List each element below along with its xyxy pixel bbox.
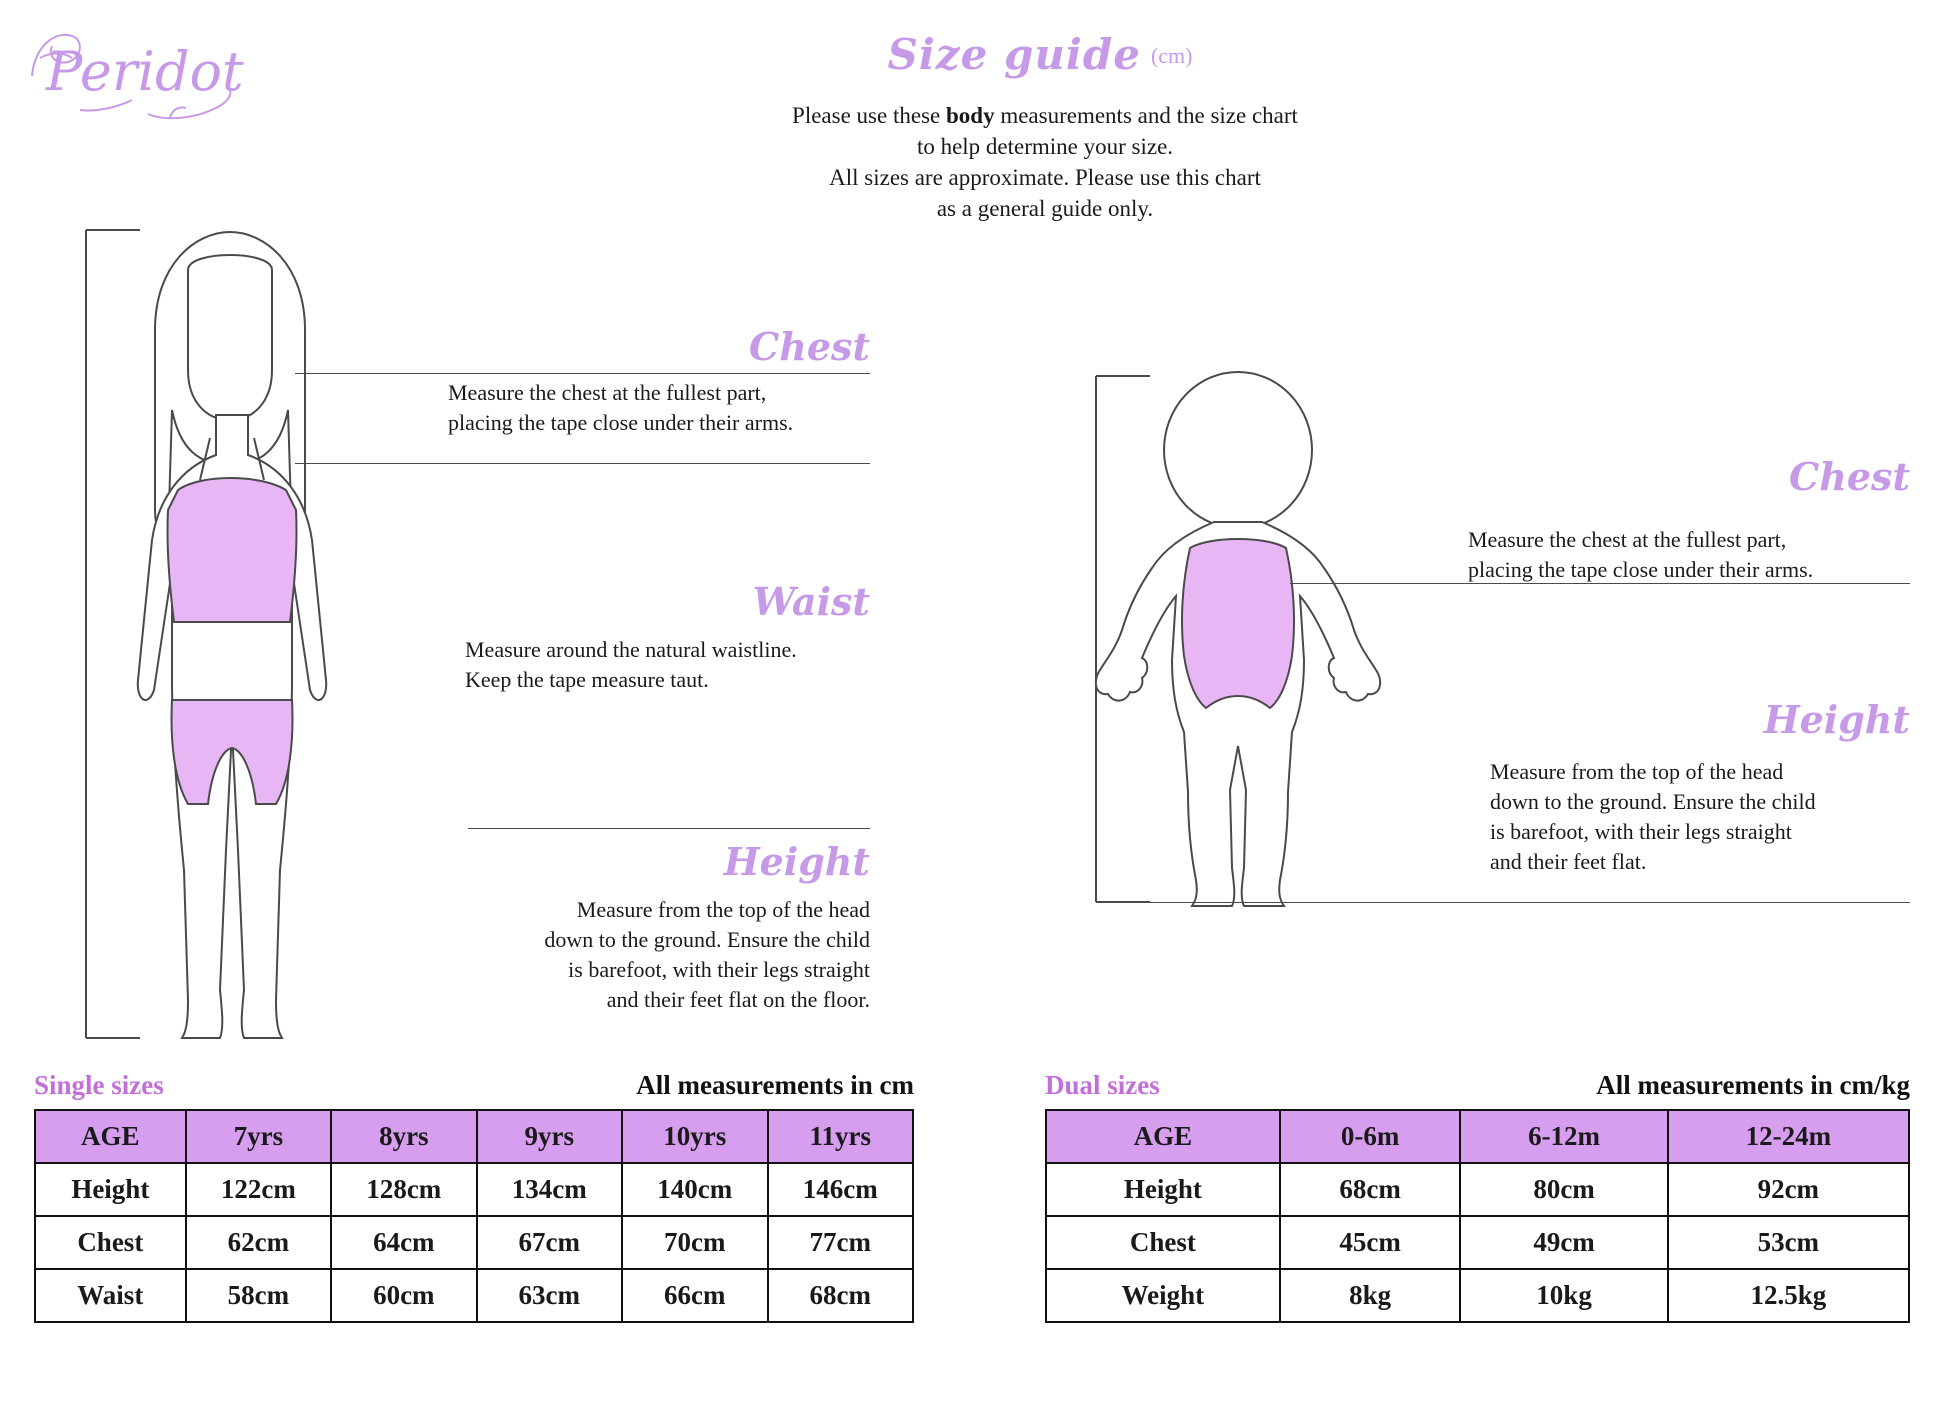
col-header-9yrs: 9yrs — [477, 1110, 622, 1163]
col-header-8yrs: 8yrs — [331, 1110, 476, 1163]
page-title — [760, 30, 1320, 79]
table-row — [1046, 1163, 1909, 1216]
col-header-0-6m: 0-6m — [1280, 1110, 1461, 1163]
col-header-7yrs: 7yrs — [186, 1110, 331, 1163]
chest-leader-line-left — [295, 373, 870, 374]
col-header-12-24m: 12-24m — [1668, 1110, 1909, 1163]
col-header-age: AGE — [35, 1110, 186, 1163]
callout-height-right-line-3: is barefoot, with their legs straight — [1490, 819, 1792, 844]
callout-height-right-body — [1490, 757, 1940, 877]
table-row — [35, 1216, 913, 1269]
cell-chest-6-12m: 49cm — [1460, 1216, 1667, 1269]
cell-height-12-24m: 92cm — [1668, 1163, 1909, 1216]
callout-height-left-line-2: down to the ground. Ensure the child — [544, 927, 870, 952]
intro-line-3: All sizes are approximate. Please use this chart — [829, 165, 1261, 190]
single-sizes-header — [34, 1070, 914, 1101]
callout-height-left-body — [440, 895, 870, 1015]
cell-height-8yrs: 128cm — [331, 1163, 476, 1216]
page-title-unit: (cm) — [1150, 43, 1193, 68]
table-row — [35, 1269, 913, 1322]
cell-waist-8yrs: 60cm — [331, 1269, 476, 1322]
single-sizes-note: All measurements in cm — [636, 1070, 914, 1100]
callout-chest-right-line-1: Measure the chest at the fullest part, — [1468, 527, 1787, 552]
callout-height-right-line-2: down to the ground. Ensure the child — [1490, 789, 1816, 814]
table-header-row — [35, 1110, 913, 1163]
girl-figure-illustration — [60, 210, 400, 1060]
callout-height-right-line-4: and their feet flat. — [1490, 849, 1647, 874]
dual-sizes-note: All measurements in cm/kg — [1596, 1070, 1910, 1100]
callout-chest-left — [440, 325, 870, 369]
row-label-height: Height — [1046, 1163, 1280, 1216]
callout-height-right-line-1: Measure from the top of the head — [1490, 759, 1784, 784]
cell-chest-10yrs: 70cm — [622, 1216, 767, 1269]
single-sizes-table — [34, 1109, 914, 1323]
cell-weight-12-24m: 12.5kg — [1668, 1269, 1909, 1322]
callout-waist-left — [440, 580, 870, 624]
svg-text:Peridot: Peridot — [46, 40, 244, 103]
callout-waist-left-line-1: Measure around the natural waistline. — [465, 637, 797, 662]
cell-weight-6-12m: 10kg — [1460, 1269, 1667, 1322]
cell-height-6-12m: 80cm — [1460, 1163, 1667, 1216]
single-sizes-label: Single sizes — [34, 1070, 164, 1100]
cell-waist-10yrs: 66cm — [622, 1269, 767, 1322]
col-header-10yrs: 10yrs — [622, 1110, 767, 1163]
cell-chest-12-24m: 53cm — [1668, 1216, 1909, 1269]
cell-height-11yrs: 146cm — [768, 1163, 914, 1216]
callout-chest-right-line-2: placing the tape close under their arms. — [1468, 557, 1814, 582]
cell-height-0-6m: 68cm — [1280, 1163, 1461, 1216]
callout-height-left — [440, 840, 870, 884]
dual-sizes-header — [1045, 1070, 1910, 1101]
callout-height-right-heading: Height — [1763, 697, 1910, 742]
callout-height-left-line-1: Measure from the top of the head — [576, 897, 870, 922]
cell-chest-7yrs: 62cm — [186, 1216, 331, 1269]
height-leader-line-right — [1110, 902, 1910, 903]
row-label-chest: Chest — [35, 1216, 186, 1269]
intro-line-4: as a general guide only. — [936, 196, 1154, 221]
col-header-6-12m: 6-12m — [1460, 1110, 1667, 1163]
page-title-text: Size guide — [887, 30, 1141, 79]
callout-waist-left-line-2: Keep the tape measure taut. — [465, 667, 709, 692]
cell-chest-8yrs: 64cm — [331, 1216, 476, 1269]
height-leader-line-left — [468, 828, 870, 829]
row-label-weight: Weight — [1046, 1269, 1280, 1322]
callout-height-left-heading: Height — [723, 839, 870, 884]
intro-line-1-bold: body — [945, 103, 995, 128]
dual-sizes-label: Dual sizes — [1045, 1070, 1160, 1100]
dual-sizes-section — [1045, 1070, 1910, 1323]
callout-height-right — [1470, 698, 1910, 742]
cell-waist-9yrs: 63cm — [477, 1269, 622, 1322]
dual-sizes-table — [1045, 1109, 1910, 1323]
col-header-11yrs: 11yrs — [768, 1110, 914, 1163]
cell-waist-11yrs: 68cm — [768, 1269, 914, 1322]
callout-height-left-line-4: and their feet flat on the floor. — [606, 987, 870, 1012]
callout-chest-left-line-1: Measure the chest at the fullest part, — [448, 380, 767, 405]
cell-height-9yrs: 134cm — [477, 1163, 622, 1216]
cell-chest-0-6m: 45cm — [1280, 1216, 1461, 1269]
brand-logo — [20, 18, 320, 128]
table-row — [35, 1163, 913, 1216]
table-row — [1046, 1216, 1909, 1269]
callout-chest-right-heading: Chest — [1789, 454, 1910, 499]
callout-chest-right — [1470, 455, 1910, 499]
single-sizes-section — [34, 1070, 914, 1323]
cell-chest-11yrs: 77cm — [768, 1216, 914, 1269]
cell-waist-7yrs: 58cm — [186, 1269, 331, 1322]
intro-line-1c: measurements and the size chart — [994, 103, 1298, 128]
cell-height-10yrs: 140cm — [622, 1163, 767, 1216]
callout-chest-left-line-2: placing the tape close under their arms. — [448, 410, 794, 435]
row-label-height: Height — [35, 1163, 186, 1216]
cell-weight-0-6m: 8kg — [1280, 1269, 1461, 1322]
row-label-waist: Waist — [35, 1269, 186, 1322]
row-label-chest: Chest — [1046, 1216, 1280, 1269]
intro-paragraph — [640, 100, 1450, 224]
intro-line-2: to help determine your size. — [916, 134, 1174, 159]
toddler-figure-illustration — [1080, 360, 1400, 920]
callout-chest-right-body — [1468, 525, 1918, 585]
waist-leader-line-left — [295, 463, 870, 464]
callout-chest-left-heading: Chest — [749, 324, 870, 369]
callout-waist-left-body — [465, 635, 895, 695]
callout-chest-left-body — [448, 378, 878, 438]
callout-height-left-line-3: is barefoot, with their legs straight — [568, 957, 870, 982]
intro-line-1a: Please use these — [792, 103, 946, 128]
intro-line-1 — [640, 100, 1450, 131]
cell-height-7yrs: 122cm — [186, 1163, 331, 1216]
table-header-row — [1046, 1110, 1909, 1163]
cell-chest-9yrs: 67cm — [477, 1216, 622, 1269]
callout-waist-left-heading: Waist — [752, 579, 870, 624]
table-row — [1046, 1269, 1909, 1322]
col-header-age: AGE — [1046, 1110, 1280, 1163]
